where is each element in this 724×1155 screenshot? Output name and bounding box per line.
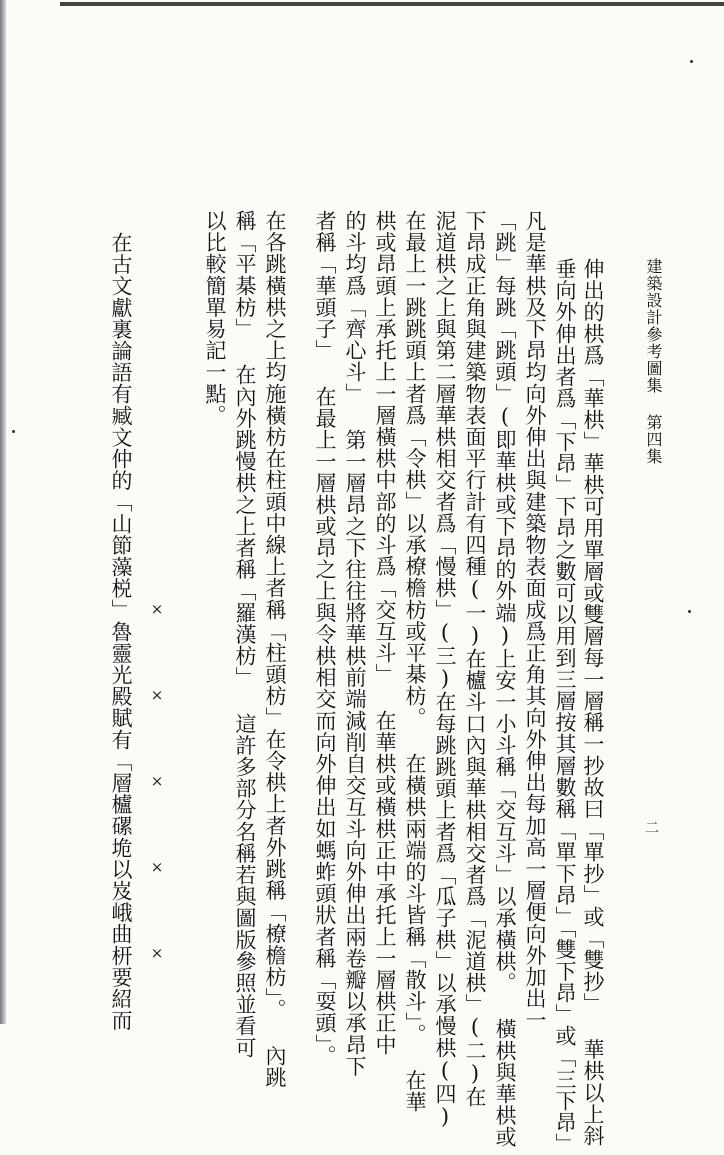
text-column-6: 泥道栱之上與第二層華栱相交者爲「慢栱」(三)在每跳跳頭上者爲「瓜子栱」以承慢栱(四) xyxy=(433,210,457,1130)
text-column-13: 以比較簡單易記一點。 xyxy=(203,210,227,426)
text-column-5: 下昂成正角與建築物表面平行計有四種(一)在櫨斗口內與華栱相交者爲「泥道栱」(二)在 xyxy=(463,210,487,1108)
text-column-11: 在各跳橫栱之上均施橫枋在柱頭中線上者稱「柱頭枋」在令栱上者外跳稱「橑檐枋」。 內跳 xyxy=(263,210,287,1089)
print-speck xyxy=(12,430,15,433)
text-column-1: 伸出的栱爲「華栱」華栱可用單層或雙層每一層稱一抄故曰「單抄」或「雙抄」 華栱以上斜 xyxy=(581,258,605,1147)
text-column-7: 在最上一跳跳頭上者爲「令栱」以承橑檐枋或平棊枋。 在橫栱兩端的斗皆稱「散斗」。 在華 xyxy=(403,210,427,1113)
text-column-8: 栱或昂頭上承托上一層橫栱中部的斗爲「交互斗」 在華栱或橫栱正中承托上一層栱正中 xyxy=(373,210,397,1056)
text-column-3: 凡是華栱及下昂均向外伸出與建築物表面成爲正角其向外伸出每加高一層便向外加出一 xyxy=(523,210,547,1031)
top-rule xyxy=(60,2,724,6)
text-column-4: 「跳」每跳「跳頭」(即華栱或下昂的外端)上安一小斗稱「交互斗」以承橫栱。 橫栱與華栱或 xyxy=(493,210,517,1148)
running-header: 建築設計參考圖集 第四集 xyxy=(644,258,663,465)
text-column-10: 者稱「華頭子」 在最上一層栱或昂之上與令栱相交而向外伸出如螞蚱頭狀者稱「耍頭」。 xyxy=(313,210,337,1067)
text-column-14: 在古文獻裏論語有臧文仲的「山節藻棁」魯靈光殿賦有「層櫨磥垝以岌峨曲枅要紹而 xyxy=(109,232,133,1032)
text-column-2: 垂向外伸出者爲「下昂」下昂之數可以用到三層按其層數稱「單下昂」「雙下昂」或「三下昂」 xyxy=(553,258,577,1155)
section-separator-marks: ××××× xyxy=(148,600,166,1030)
text-column-12: 稱「平棊枋」 在內外跳慢栱之上者稱「羅漢枋」 這許多部分名稱若與圖版參照並看可 xyxy=(233,210,257,1059)
page-number: 二 xyxy=(643,820,659,835)
print-speck xyxy=(690,60,693,63)
text-column-9: 的斗均爲「齊心斗」 第一層昂之下往往將華栱前端減削自交互斗向外伸出兩卷瓣以承昂下 xyxy=(343,210,367,1077)
print-speck xyxy=(688,610,691,613)
page-left-edge xyxy=(0,0,6,1024)
